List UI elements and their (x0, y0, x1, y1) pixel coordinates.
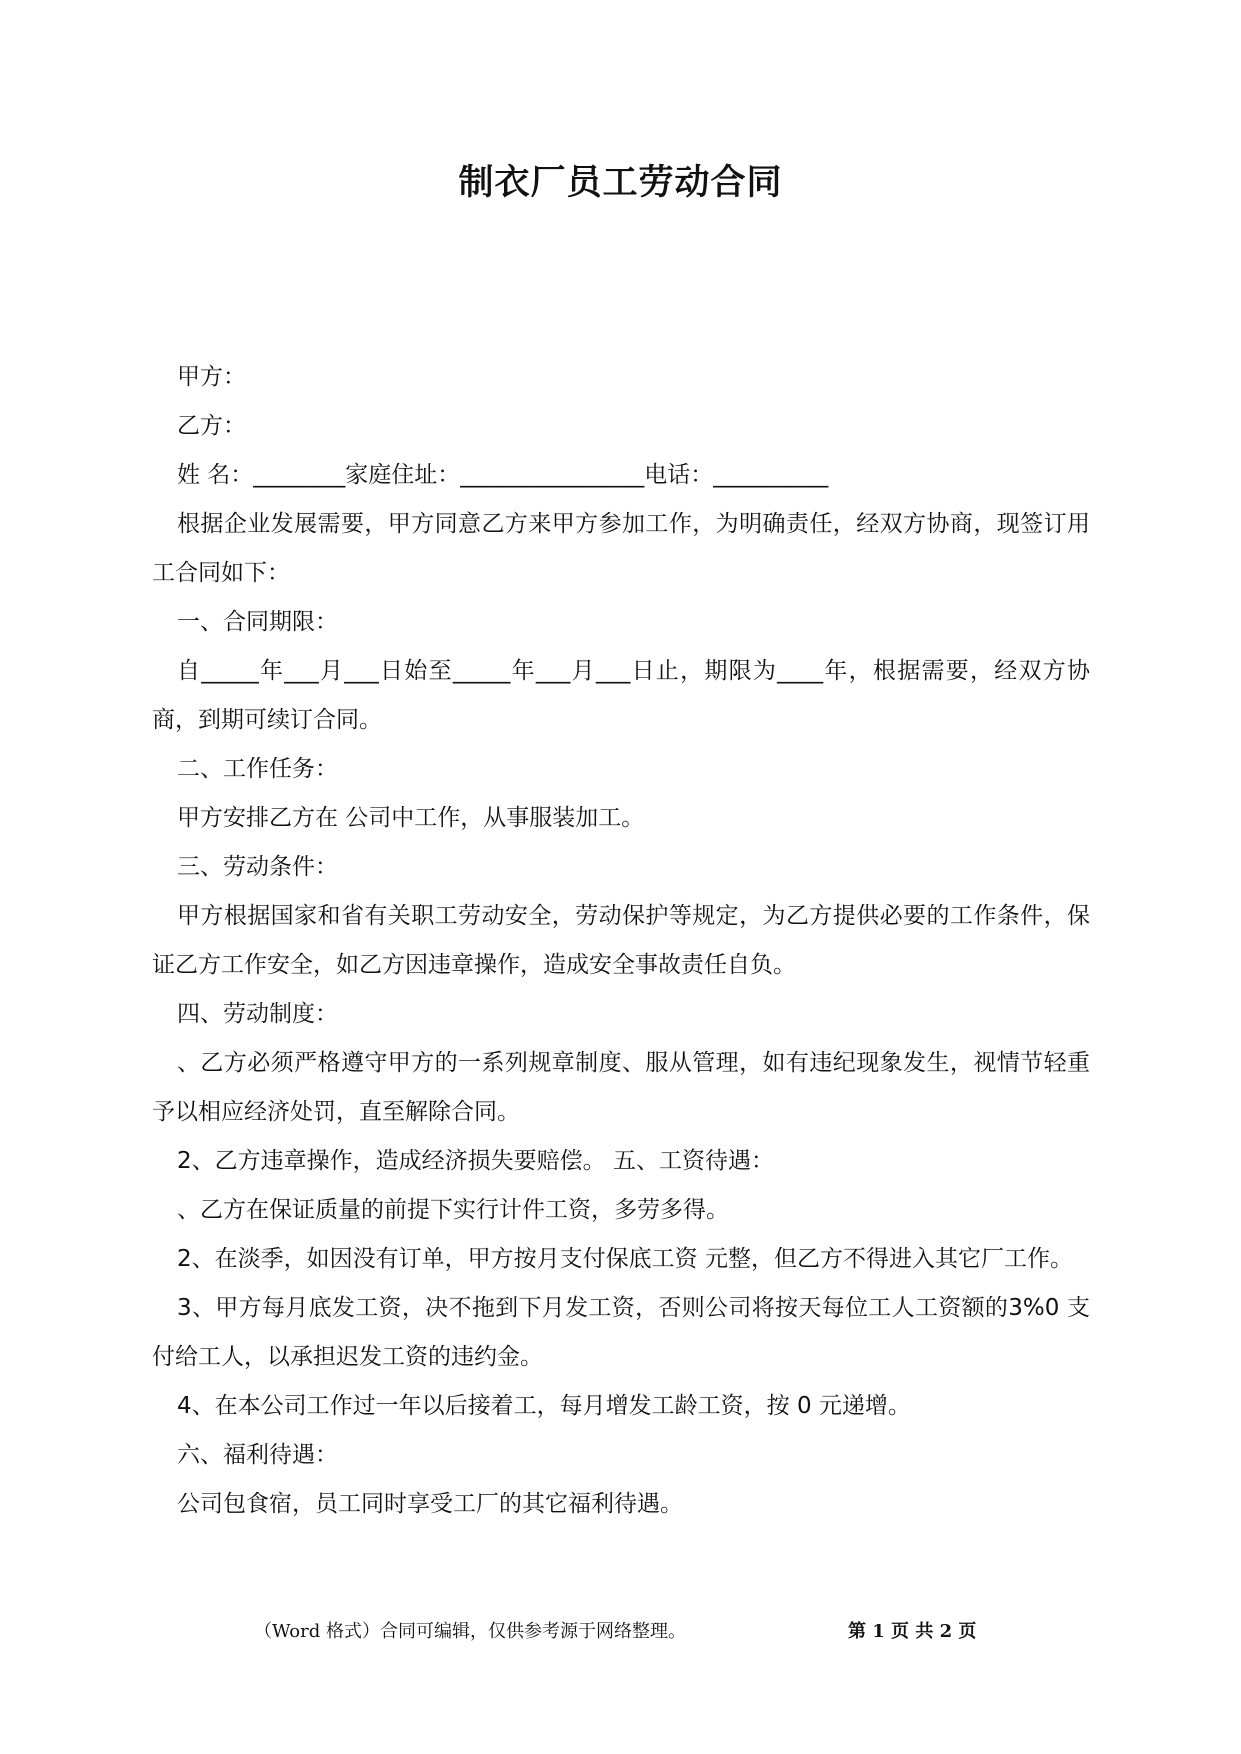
section-heading-rules: 四、劳动制度： (177, 1001, 338, 1027)
paragraph-benefits: 公司包食宿，员工同时享受工厂的其它福利待遇。 (177, 1491, 683, 1517)
section-heading-conditions: 三、劳动条件： (177, 854, 338, 880)
paragraph-wages-2: 2、在淡季，如因没有订单，甲方按月支付保底工资 元整，但乙方不得进入其它厂工作。 (177, 1246, 1073, 1272)
paragraph-wages-3: 3、甲方每月底发工资，决不拖到下月发工资，否则公司将按天每位工人工资额的3%0 支付给工人，以承担迟发工资的违约金。 (152, 1295, 1090, 1370)
paragraph-conditions: 甲方根据国家和省有关职工劳动安全，劳动保护等规定，为乙方提供必要的工作条件，保证乙方工作安全，如乙方因违章操作，造成安全事故责任自负。 (152, 903, 1090, 978)
section-heading-tasks: 二、工作任务： (177, 756, 338, 782)
document-body (152, 353, 1090, 1529)
paragraph-wages-4: 4、在本公司工作过一年以后接着工，每月增发工龄工资，按 0 元递增。 (177, 1393, 911, 1419)
footer-note: （Word 格式）合同可编辑，仅供参考源于网络整理。 (254, 1621, 686, 1642)
section-heading-benefits: 六、福利待遇： (177, 1442, 338, 1468)
paragraph-rules-2: 2、乙方违章操作，造成经济损失要赔偿。 五、工资待遇： (177, 1148, 774, 1174)
section-heading-term: 一、合同期限： (177, 609, 338, 635)
paragraph-preamble: 根据企业发展需要，甲方同意乙方来甲方参加工作，为明确责任，经双方协商，现签订用工合同如下： (152, 511, 1090, 586)
paragraph-term: 自_____年___月___日始至_____年___月___日止，期限为____年，根据需要，经双方协商，到期可续订合同。 (152, 658, 1090, 733)
paragraph-personal-info: 姓 名：________家庭住址：________________电话：__________ (177, 462, 829, 488)
paragraph-rules-1: 、乙方必须严格遵守甲方的一系列规章制度、服从管理，如有违纪现象发生，视情节轻重予以相应经济处罚，直至解除合同。 (152, 1050, 1090, 1125)
paragraph-party-a: 甲方： (177, 364, 246, 390)
paragraph-wages-1: 、乙方在保证质量的前提下实行计件工资，多劳多得。 (177, 1197, 729, 1223)
paragraph-party-b: 乙方： (177, 413, 246, 439)
paragraph-tasks: 甲方安排乙方在 公司中工作，从事服装加工。 (177, 805, 645, 831)
document-title: 制衣厂员工劳动合同 (458, 163, 783, 203)
page-number: 第 1 页 共 2 页 (848, 1621, 977, 1642)
